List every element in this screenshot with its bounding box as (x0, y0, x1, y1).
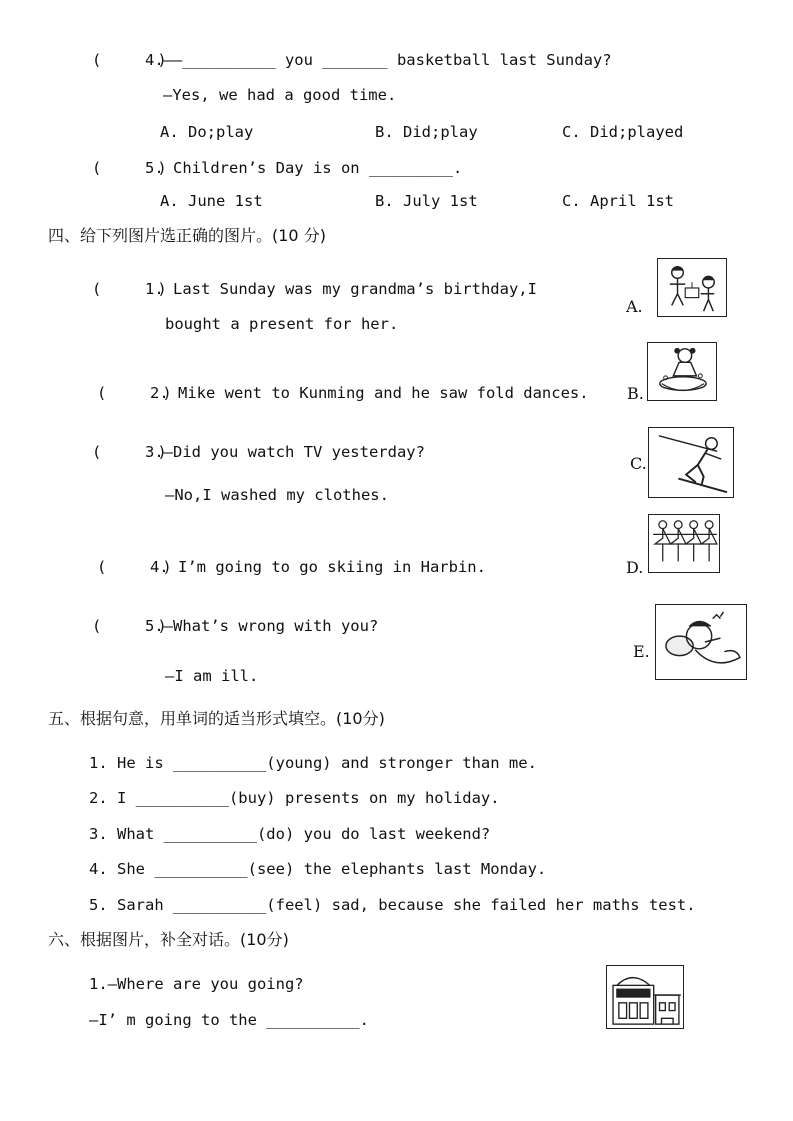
q4-answer-line: —Yes, we had a good time. (163, 86, 397, 104)
s4-q2-paren[interactable]: ( ) (97, 384, 172, 402)
s4-q2-line1: 2. Mike went to Kunming and he saw fold dances. (150, 384, 589, 402)
s5-item-5: 5. Sarah __________(feel) sad, because she failed her maths test. (89, 896, 696, 914)
museum-building-icon[interactable] (606, 965, 684, 1029)
section-6-heading: 六、根据图片，补全对话。(10分) (48, 930, 289, 949)
s6-q1-line2: —I’ m going to the __________. (89, 1011, 369, 1029)
q4-option-b: B. Did;play (375, 123, 478, 141)
s6-q1-line1: 1.—Where are you going? (89, 975, 304, 993)
s5-item-4: 4. She __________(see) the elephants last Monday. (89, 860, 547, 878)
q5-option-c: C. April 1st (562, 192, 674, 210)
picture-label-b: B. (627, 384, 644, 403)
skiing-icon[interactable] (648, 427, 734, 498)
section-4-heading: 四、给下列图片选正确的图片。(10 分) (48, 226, 326, 245)
q4-option-a: A. Do;play (160, 123, 254, 141)
s4-q5-line1: 5.—What’s wrong with you? (145, 617, 379, 635)
s5-item-1: 1. He is __________(young) and stronger than me. (89, 754, 537, 772)
s4-q3-line2: —No,I washed my clothes. (165, 486, 389, 504)
q5-answer-paren[interactable]: ( ) (92, 159, 167, 177)
s4-q5-line2: —I am ill. (165, 667, 259, 685)
q4-stem: 4.——__________ you _______ basketball last Sunday? (145, 51, 612, 69)
picture-label-d: D. (626, 558, 644, 577)
s5-item-3: 3. What __________(do) you do last weekend? (89, 825, 491, 843)
washing-clothes-icon[interactable] (647, 342, 717, 401)
q5-option-a: A. June 1st (160, 192, 263, 210)
s4-q3-paren[interactable]: ( ) (92, 443, 167, 461)
sick-in-bed-icon[interactable] (655, 604, 747, 680)
s4-q1-paren[interactable]: ( ) (92, 280, 167, 298)
q4-answer-paren[interactable]: ( ) (92, 51, 167, 69)
s4-q1-line2: bought a present for her. (165, 315, 399, 333)
picture-label-a: A. (626, 297, 643, 316)
birthday-party-icon[interactable] (657, 258, 727, 317)
folk-dance-icon[interactable] (648, 514, 720, 573)
section-5-heading: 五、根据句意，用单词的适当形式填空。(10分) (48, 709, 385, 728)
picture-label-e: E. (633, 642, 650, 661)
s4-q4-line1: 4. I’m going to go skiing in Harbin. (150, 558, 486, 576)
s4-q4-paren[interactable]: ( ) (97, 558, 172, 576)
s4-q3-line1: 3.—Did you watch TV yesterday? (145, 443, 425, 461)
q5-option-b: B. July 1st (375, 192, 478, 210)
s4-q1-line1: 1. Last Sunday was my grandma’s birthday,I (145, 280, 537, 298)
q5-stem: 5. Children’s Day is on _________. (145, 159, 463, 177)
s5-item-2: 2. I __________(buy) presents on my holiday. (89, 789, 500, 807)
s4-q5-paren[interactable]: ( ) (92, 617, 167, 635)
q4-option-c: C. Did;played (562, 123, 684, 141)
picture-label-c: C. (630, 454, 647, 473)
